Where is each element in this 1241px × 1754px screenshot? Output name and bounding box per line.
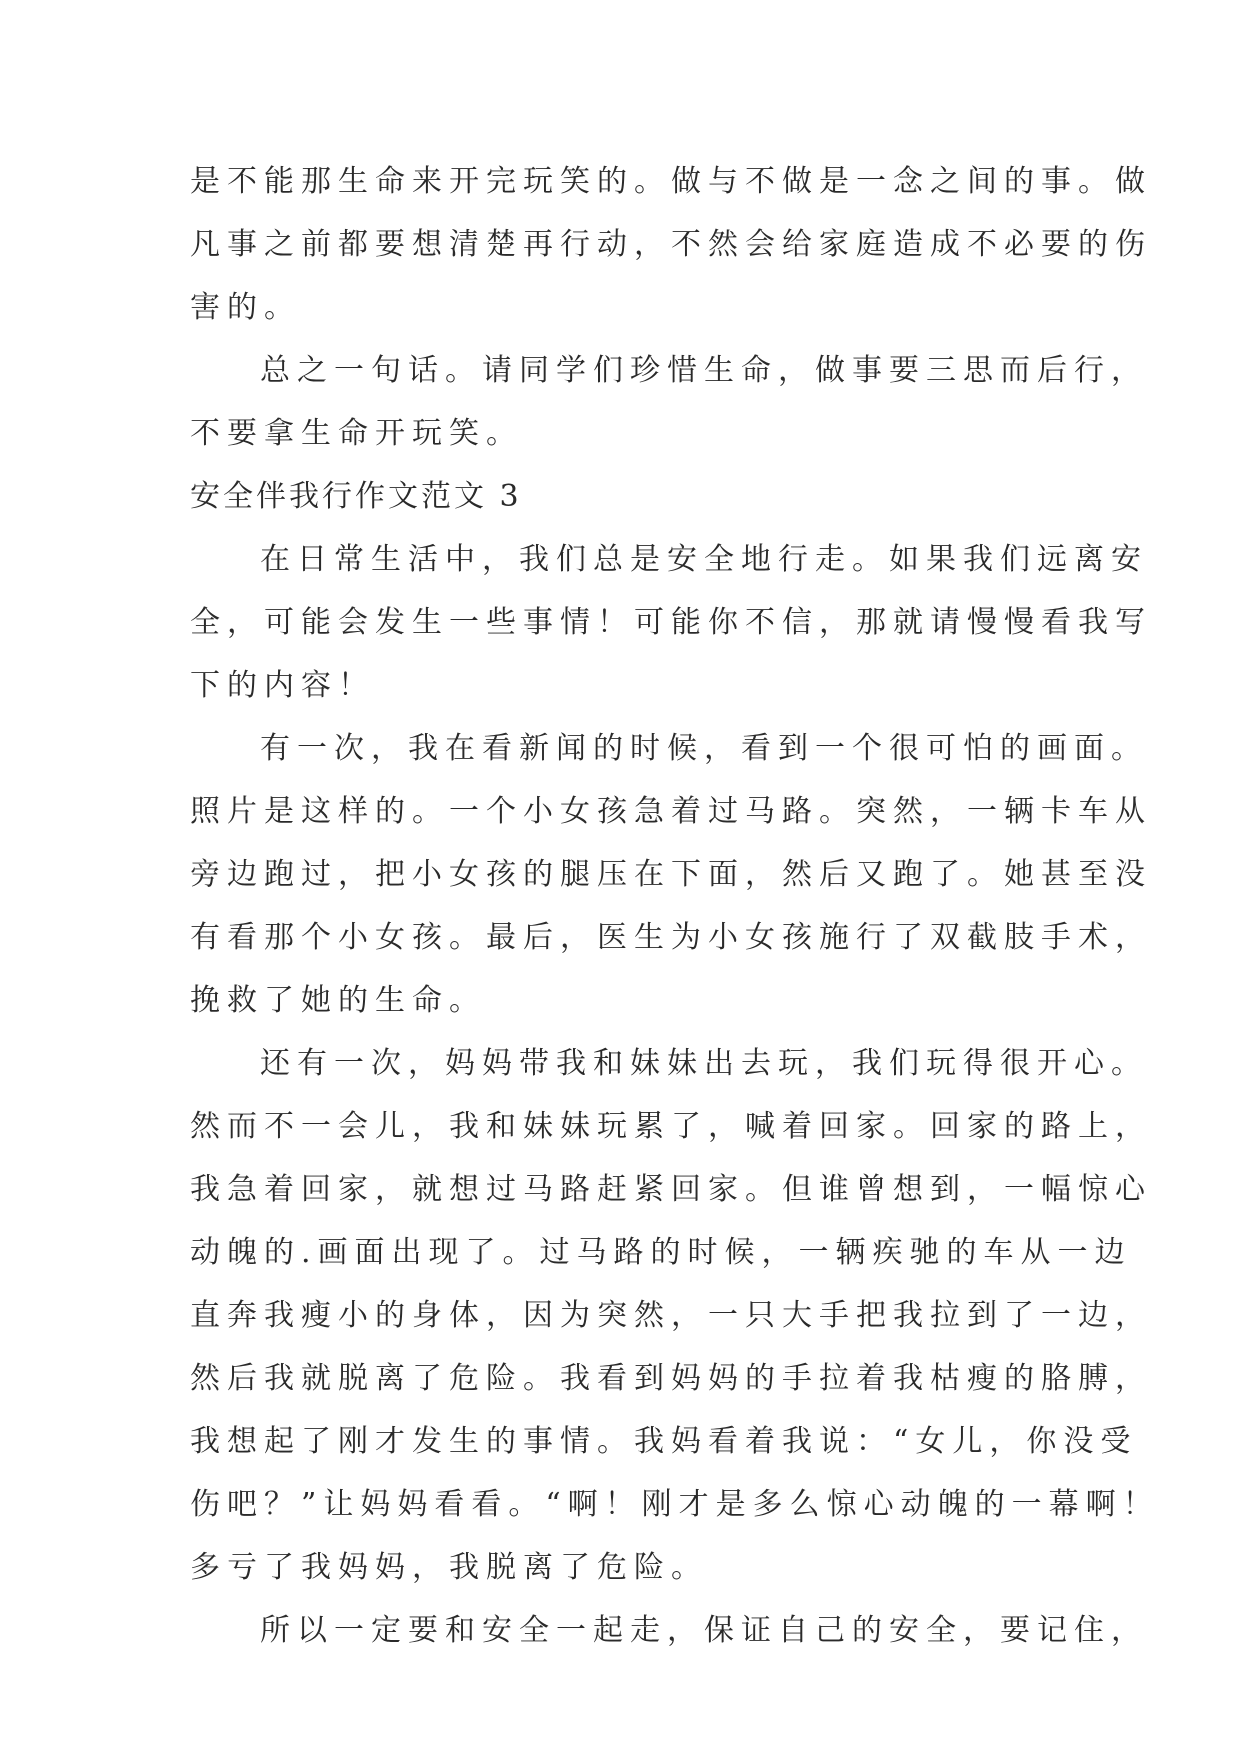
text-line: 有一次，我在看新闻的时候，看到一个很可怕的画面。 — [260, 731, 1148, 766]
text-line: 总之一句话。请同学们珍惜生命，做事要三思而后行， — [260, 353, 1148, 388]
text-line: 多亏了我妈妈，我脱离了危险。 — [190, 1550, 708, 1585]
text-line: 有看那个小女孩。最后，医生为小女孩施行了双截肢手术， — [190, 920, 1152, 955]
text-line: 动魄的.画面出现了。过马路的时候，一辆疾驰的车从一边 — [190, 1235, 1132, 1270]
text-line: 还有一次，妈妈带我和妹妹出去玩，我们玩得很开心。 — [260, 1046, 1148, 1081]
text-line: 不要拿生命开玩笑。 — [190, 416, 523, 451]
text-line: 照片是这样的。一个小女孩急着过马路。突然，一辆卡车从 — [190, 794, 1152, 829]
text-line: 我想起了刚才发生的事情。我妈看着我说：“女儿，你没受 — [190, 1424, 1138, 1459]
text-line: 然而不一会儿，我和妹妹玩累了，喊着回家。回家的路上， — [190, 1109, 1152, 1144]
text-line: 凡事之前都要想清楚再行动，不然会给家庭造成不必要的伤 — [190, 227, 1152, 262]
text-line: 所以一定要和安全一起走，保证自己的安全，要记住， — [260, 1613, 1148, 1648]
text-line: 下的内容！ — [190, 668, 375, 703]
text-line: 是不能那生命来开完玩笑的。做与不做是一念之间的事。做 — [190, 164, 1152, 199]
document-page — [190, 150, 1160, 1662]
section-heading: 安全伴我行作文范文 3 — [190, 479, 522, 514]
text-line: 在日常生活中，我们总是安全地行走。如果我们远离安 — [260, 542, 1148, 577]
text-line: 然后我就脱离了危险。我看到妈妈的手拉着我枯瘦的胳膊， — [190, 1361, 1152, 1396]
text-line: 全，可能会发生一些事情！可能你不信，那就请慢慢看我写 — [190, 605, 1152, 640]
text-line: 挽救了她的生命。 — [190, 983, 486, 1018]
text-line: 旁边跑过，把小女孩的腿压在下面，然后又跑了。她甚至没 — [190, 857, 1152, 892]
text-line: 伤吧？”让妈妈看看。“啊！刚才是多么惊心动魄的一幕啊！ — [190, 1487, 1160, 1522]
text-line: 直奔我瘦小的身体，因为突然，一只大手把我拉到了一边， — [190, 1298, 1152, 1333]
text-line: 害的。 — [190, 290, 301, 325]
text-line: 我急着回家，就想过马路赶紧回家。但谁曾想到，一幅惊心 — [190, 1172, 1152, 1207]
